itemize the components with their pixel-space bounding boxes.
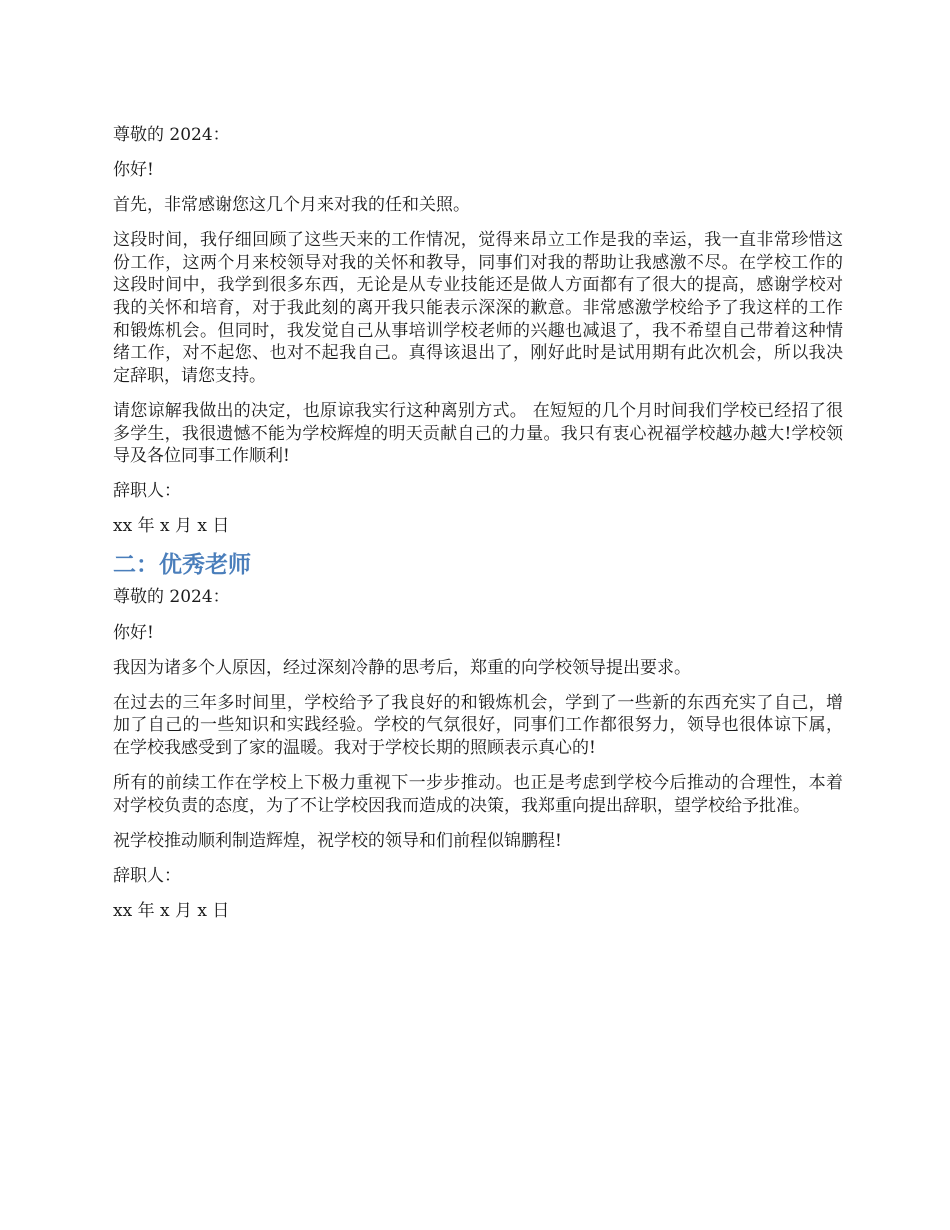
letter1-paragraph-2: 这段时间，我仔细回顾了这些天来的工作情况，觉得来昂立工作是我的幸运，我一直非常珍惜这份工作，这两个月来校领导对我的关怀和教导，同事们对我的帮助让我感激不尽。在学校工作的这段时间中，我学到很多东西，无论是从专业技能还是做人方面都有了很大的提高，感谢学校对我的关怀和培育，对于我此刻的离开我只能表示深深的歉意。非常感激学校给予了我这样的工作和锻炼机会。但同时，我发觉自己从事培训学校老师的兴趣也减退了，我不希望自己带着这种情绪工作，对不起您、也对不起我自己。真得该退出了，刚好此时是试用期有此次机会，所以我决定辞职，请您支持。 bbox=[113, 230, 843, 386]
letter1-date: xx 年 x 月 x 日 bbox=[113, 516, 230, 537]
document-body bbox=[113, 124, 843, 935]
letter2-signer: 辞职人： bbox=[113, 865, 181, 886]
letter1-salutation: 尊敬的 2024： bbox=[113, 125, 230, 145]
letter2-paragraph-4: 祝学校推动顺利制造辉煌，祝学校的领导和们前程似锦鹏程! bbox=[113, 830, 562, 851]
letter1-paragraph-3: 请您谅解我做出的决定，也原谅我实行这种离别方式。 在短短的几个月时间我们学校已经招了很多学生，我很遗憾不能为学校辉煌的明天贡献自己的力量。我只有衷心祝福学校越办越大!学校领导及各位同事工作顺利! bbox=[113, 400, 843, 467]
letter2-salutation: 尊敬的 2024： bbox=[113, 587, 230, 608]
letter2-paragraph-3: 所有的前续工作在学校上下极力重视下一步步推动。也正是考虑到学校今后推动的合理性，本着对学校负责的态度，为了不让学校因我而造成的决策，我郑重向提出辞职，望学校给予批准。 bbox=[113, 772, 843, 816]
letter2-date: xx 年 x 月 x 日 bbox=[113, 900, 230, 921]
letter1-signer: 辞职人： bbox=[113, 481, 181, 502]
section2-heading: 二：优秀老师 bbox=[113, 552, 251, 579]
letter2-greeting: 你好! bbox=[113, 622, 154, 643]
letter2-paragraph-1: 我因为诸多个人原因，经过深刻冷静的思考后，郑重的向学校领导提出要求。 bbox=[113, 657, 691, 678]
letter1-paragraph-1: 首先，非常感谢您这几个月来对我的任和关照。 bbox=[113, 195, 470, 216]
letter1-greeting: 你好! bbox=[113, 160, 154, 181]
letter2-paragraph-2: 在过去的三年多时间里，学校给予了我良好的和锻炼机会，学到了一些新的东西充实了自己，增加了自己的一些知识和实践经验。学校的气氛很好，同事们工作都很努力，领导也很体谅下属，在学校我感受到了家的温暖。我对于学校长期的照顾表示真心的! bbox=[113, 692, 843, 758]
